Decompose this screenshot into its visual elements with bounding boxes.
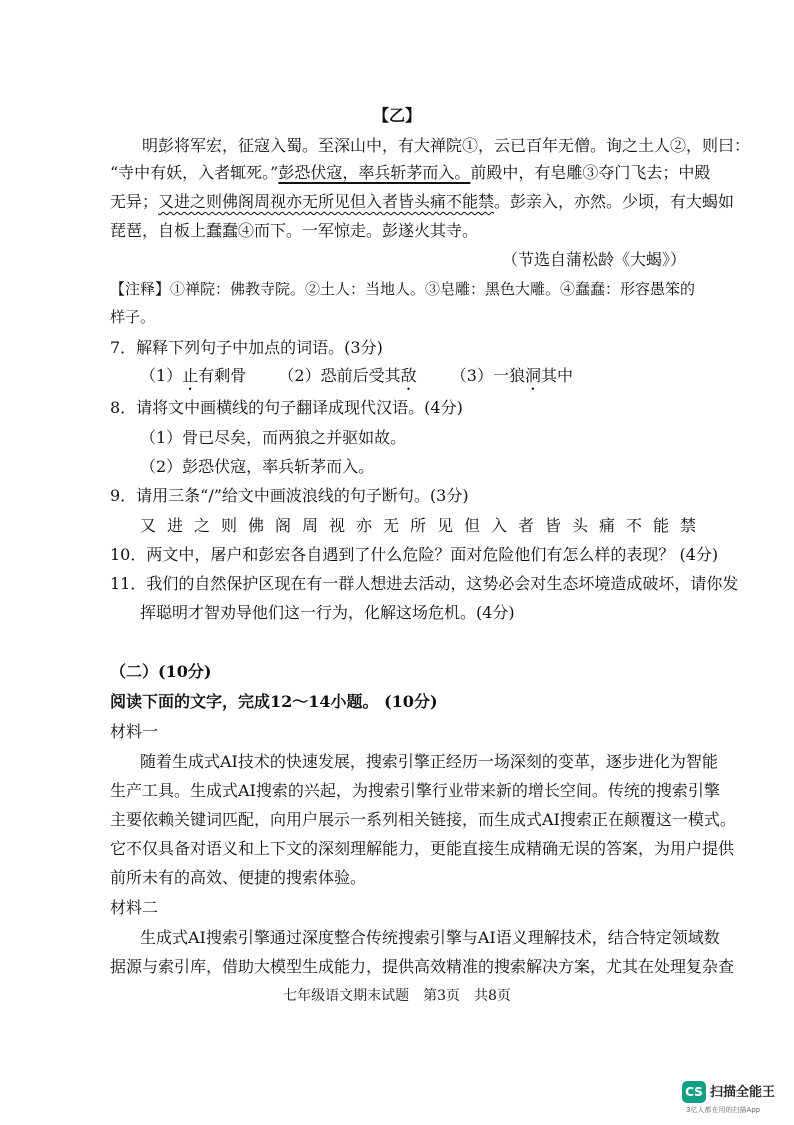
part-2-heading: （二）(10分) xyxy=(110,662,212,681)
q7-dotted-word-3: 洞 xyxy=(524,366,541,385)
passage-line-1: 明彭将军宏，征寇入蜀。至深山中，有大禅院①，云已百年无僧。询之土人②，则曰： xyxy=(142,136,751,155)
passage-line-3-rest: 。彭亲入，亦然。少顷，有大蝎如 xyxy=(494,192,735,211)
question-8-item-1: （1）骨已尽矣，而两狼之并驱如故。 xyxy=(140,428,407,447)
question-9-sentence: 又进之则佛阁周视亦无所见但入者皆头痛不能禁 xyxy=(140,516,708,535)
question-7: 7．解释下列句子中加点的词语。(3分) xyxy=(110,338,383,357)
section-title-yi: 【乙】 xyxy=(372,106,421,125)
q7-dotted-word-1: 止 xyxy=(182,366,199,385)
material-1-line-5: 前所未有的高效、便捷的搜索体验。 xyxy=(110,868,367,887)
q7-item-1-prefix: （1） xyxy=(140,366,183,385)
material-1-label: 材料一 xyxy=(110,722,159,741)
material-2-line-2: 据源与索引库，借助大模型生成能力，提供高效精准的搜索解决方案，尤其在处理复杂查 xyxy=(110,957,735,976)
question-7-items xyxy=(140,366,573,394)
underlined-sentence: 彭恐伏寇，率兵斩茅而入。 xyxy=(278,163,471,182)
q7-dotted-word-2: 敌 xyxy=(400,366,417,385)
passage-source: （节选自蒲松龄《大蝎》） xyxy=(501,250,686,269)
question-9: 9．请用三条“/”给文中画波浪线的句子断句。(3分) xyxy=(110,486,469,505)
q7-item-1-suffix: 有剩骨 xyxy=(198,366,247,385)
passage-line-2 xyxy=(110,163,710,183)
camscanner-logo-icon: CS xyxy=(682,1081,706,1103)
q7-item-2-prefix: （2）恐前后受其 xyxy=(278,366,401,385)
passage-quote: “寺中有妖，入者辄死。” xyxy=(110,163,279,182)
camscanner-tagline: 3亿人都在用的扫描App xyxy=(686,1106,761,1114)
q7-item-3-prefix: （3）一狼 xyxy=(450,366,525,385)
material-1-line-3: 主要依赖关键词匹配，向用户展示一系列相关链接，而生成式AI搜索正在颠覆这一模式。 xyxy=(110,810,736,829)
passage-line-2-rest: 前殿中，有皂雕③夺门飞去；中殿 xyxy=(470,163,711,182)
material-1-line-4: 它不仅具备对语义和上下文的深刻理解能力，更能直接生成精确无误的答案，为用户提供 xyxy=(110,839,735,858)
page-footer: 七年级语文期末试题 第3页 共8页 xyxy=(283,988,511,1004)
passage-line-3 xyxy=(110,192,734,212)
annotation-line-1: 【注释】①禅院：佛教寺院。②土人：当地人。③皂雕：黑色大雕。④蠢蠢：形容愚笨的 xyxy=(110,280,696,298)
material-1-line-2: 生产工具。生成式AI搜索的兴起，为搜索引擎行业带来新的增长空间。传统的搜索引擎 xyxy=(110,781,720,800)
camscanner-name: 扫描全能王 xyxy=(710,1085,776,1100)
passage-line-3-start: 无异； xyxy=(110,192,159,211)
annotation-line-2: 样子。 xyxy=(110,308,156,326)
question-11-line-2: 挥聪明才智劝导他们这一行为，化解这场危机。(4分) xyxy=(140,603,515,622)
question-8-item-2: （2）彭恐伏寇，率兵斩茅而入。 xyxy=(140,457,375,476)
question-11-line-1: 11．我们的自然保护区现在有一群人想进去活动，这势必会对生态坏境造成破坏，请你发 xyxy=(110,574,739,593)
question-8: 8．请将文中画横线的句子翻译成现代汉语。(4分) xyxy=(110,398,463,417)
material-1-line-1: 随着生成式AI技术的快速发展，搜索引擎正经历一场深刻的变革，逐步进化为智能 xyxy=(140,752,718,771)
part-2-instruction: 阅读下面的文字，完成12～14小题。 (10分) xyxy=(110,692,438,711)
question-10: 10．两文中，屠户和彭宏各自遇到了什么危险？面对危险他们有怎么样的表现？ (4分) xyxy=(110,545,719,564)
passage-line-4: 琵琶，自板上蠢蠢④而下。一军惊走。彭遂火其寺。 xyxy=(110,221,479,240)
q7-item-3-suffix: 其中 xyxy=(541,366,574,385)
wavy-underlined-sentence: 又进之则佛阁周视亦无所见但入者皆头痛不能禁 xyxy=(158,192,495,211)
material-2-label: 材料二 xyxy=(110,898,159,917)
material-2-line-1: 生成式AI搜索引擎通过深度整合传统搜索引擎与AI语义理解技术，结合特定领域数 xyxy=(140,928,720,947)
